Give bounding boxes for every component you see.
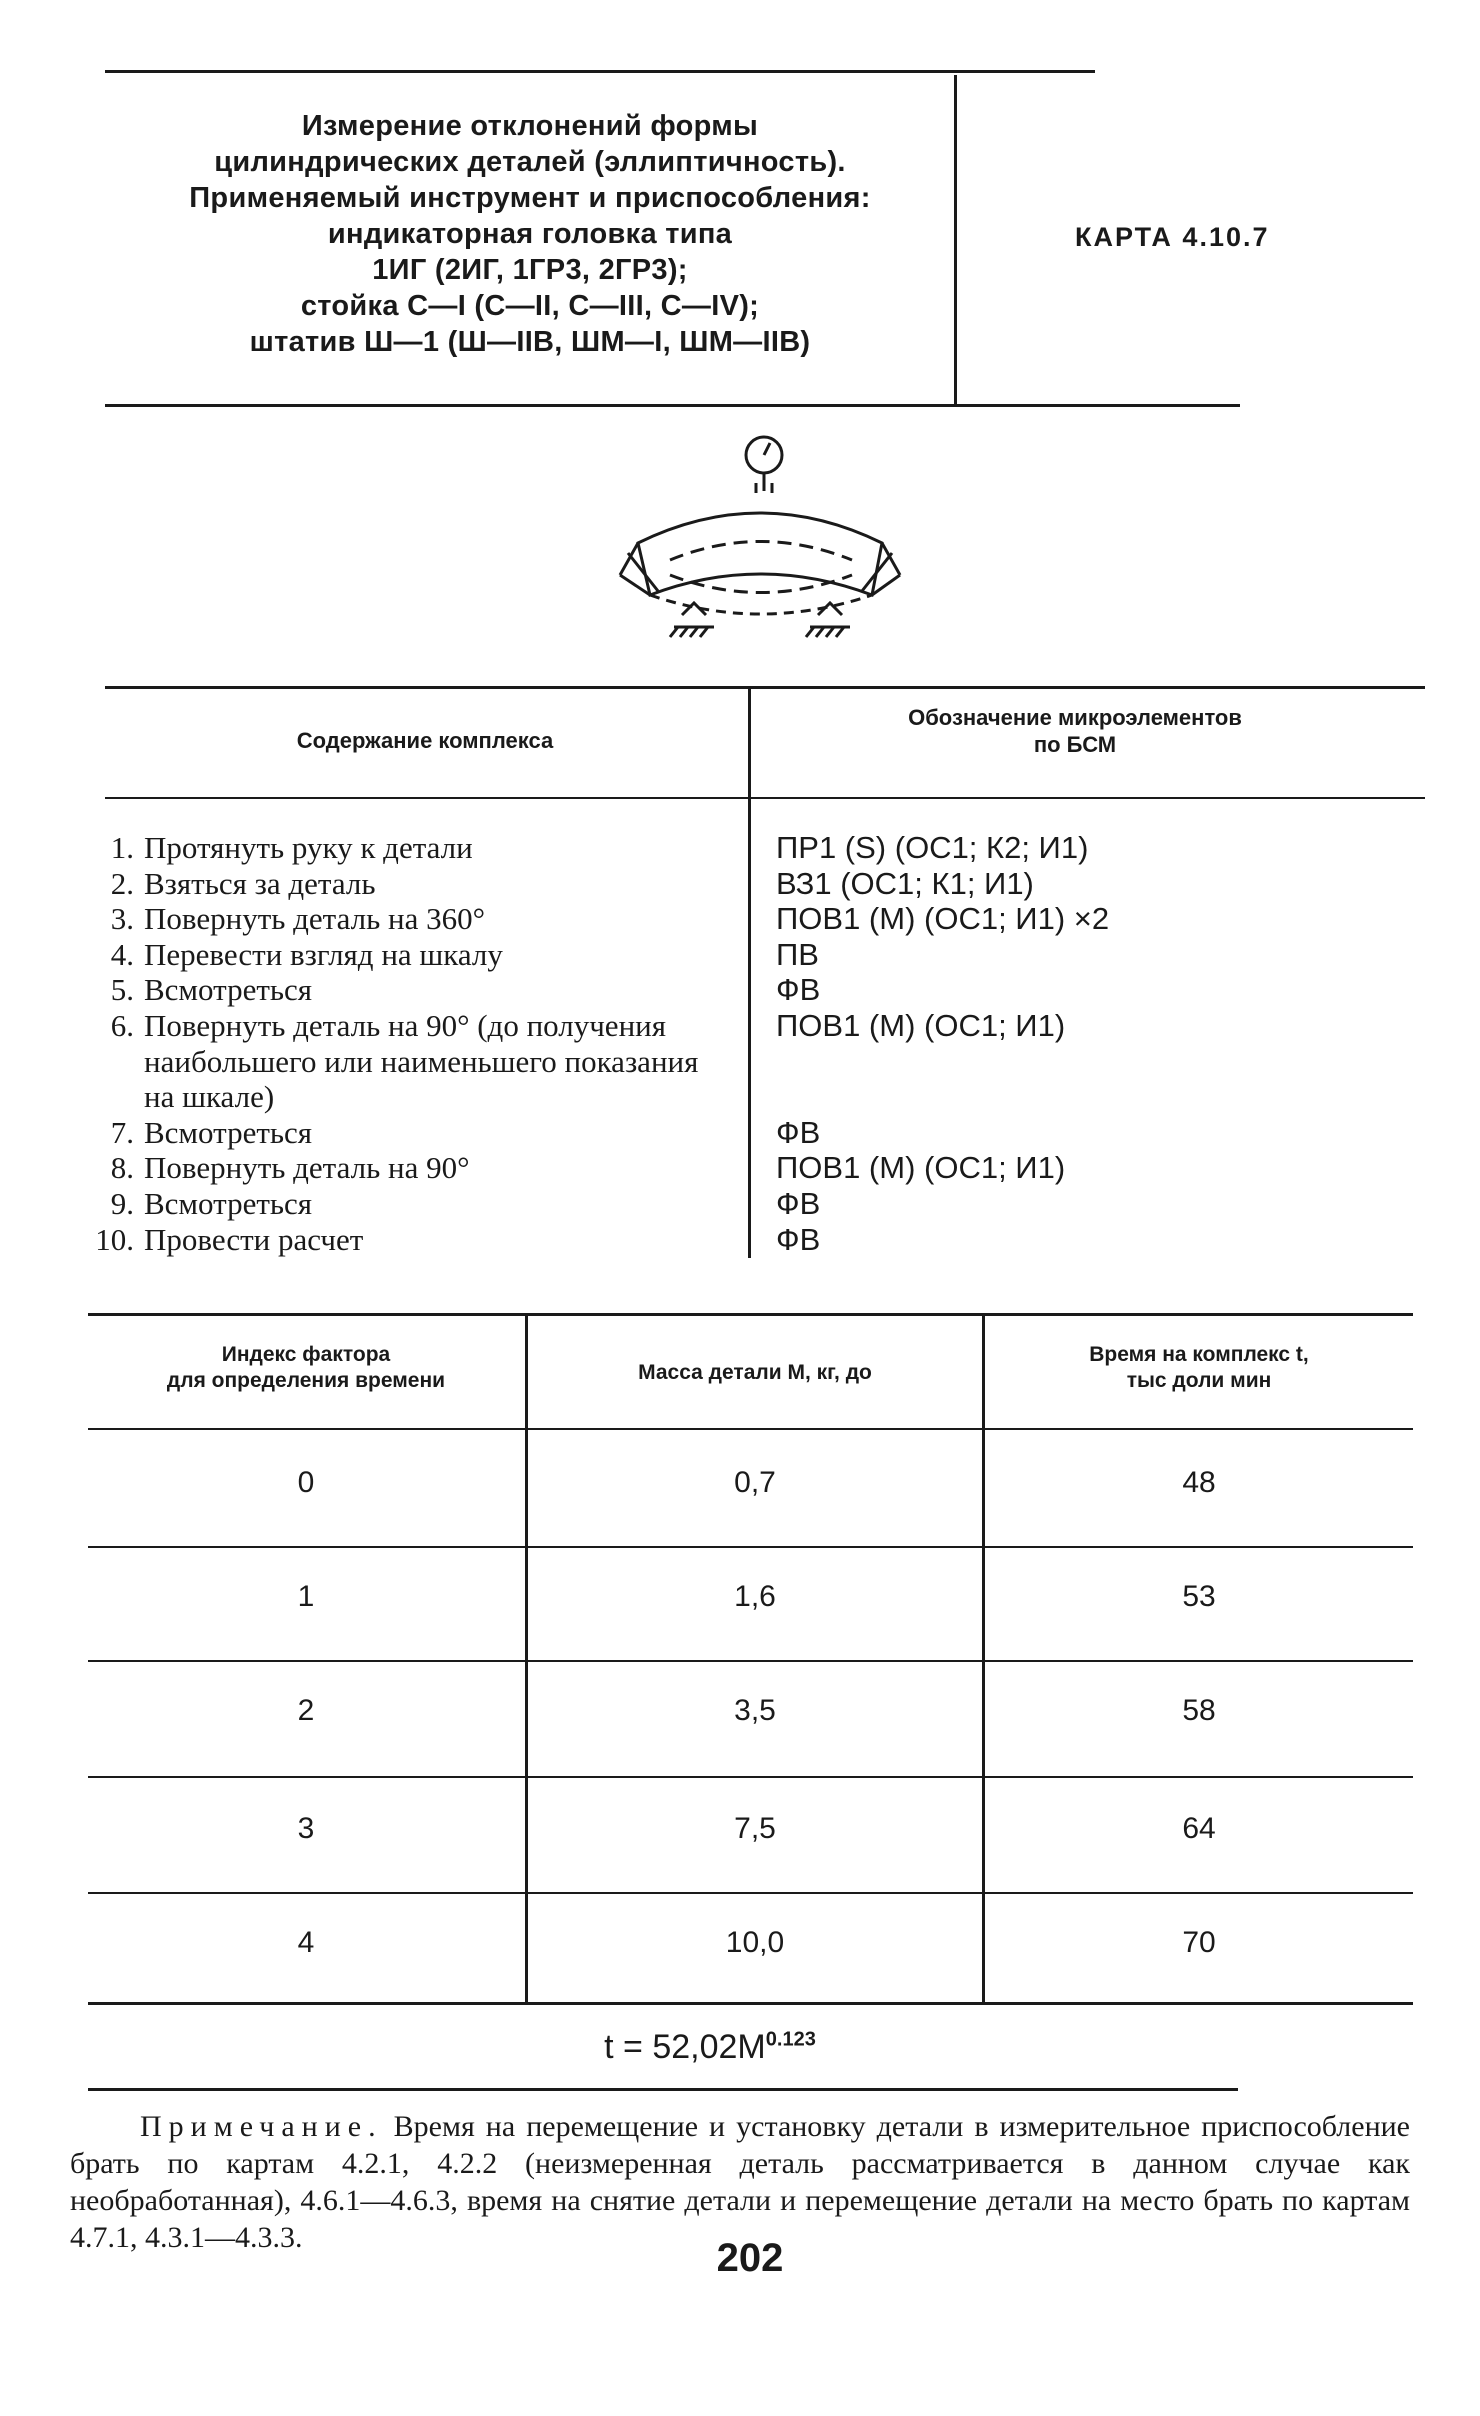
step-text: Перевести взгляд на шкалу: [144, 936, 503, 972]
step-number: 1.: [110, 830, 134, 865]
step-code: ПР1 (S) (ОС1; К2; И1): [776, 830, 1089, 865]
step-number: 6.: [110, 1007, 134, 1043]
step-number: 2.: [110, 865, 134, 901]
step-text: Взяться за деталь: [144, 865, 376, 901]
factor-row-rule: [88, 1776, 1413, 1778]
step-item: [82, 1115, 732, 1151]
step-code: ФВ: [776, 1114, 821, 1150]
col-header-time: [985, 1342, 1413, 1394]
factor-row-rule: [88, 1660, 1413, 1662]
measurement-diagram: [610, 425, 910, 655]
cell-index: 3: [297, 1812, 315, 1845]
cell-mass: 3,5: [734, 1694, 776, 1727]
support-left-icon: [674, 603, 714, 627]
procedure-top-rule: [105, 686, 1425, 689]
step-text: Протянуть руку к детали: [144, 830, 473, 865]
step-text: Повернуть деталь на 90°: [144, 1150, 470, 1186]
cell-mass: 0,7: [734, 1466, 776, 1499]
cell-mass: 10,0: [725, 1926, 785, 1959]
card-number: КАРТА 4.10.7: [1075, 222, 1270, 252]
formula-bottom-rule: [88, 2088, 1238, 2091]
title-line: индикаторная головка типа: [327, 218, 733, 250]
step-number: 8.: [110, 1150, 134, 1186]
step-code: ПВ: [776, 936, 819, 972]
header-top-rule: [105, 70, 1095, 73]
col-header-index-line: Индекс фактора: [221, 1343, 391, 1366]
formula-exponent: 0.123: [765, 2028, 816, 2051]
step-text: Всмотреться: [144, 1185, 313, 1221]
step-text: Провести расчет: [144, 1221, 364, 1257]
col-header-codes: [760, 704, 1390, 758]
step-number: 5.: [110, 972, 134, 1008]
factor-header-rule: [88, 1428, 1413, 1430]
cell-time: 53: [1182, 1580, 1216, 1613]
step-item: [82, 1186, 732, 1222]
procedure-header-rule: [105, 797, 1425, 799]
step-number: 3.: [110, 901, 134, 937]
title-line: штатив Ш—1 (Ш—IIВ, ШМ—I, ШМ—IIВ): [249, 326, 811, 358]
col-header-index-line: для определения времени: [166, 1369, 446, 1392]
factor-bottom-rule: [88, 2002, 1413, 2005]
cell-mass: 7,5: [734, 1812, 776, 1845]
cell-index: 2: [297, 1694, 315, 1727]
title-line: Измерение отклонений формы: [301, 110, 759, 142]
time-formula: [500, 2028, 920, 2067]
formula-base: t = 52,02M: [604, 2028, 766, 2066]
step-list: [82, 830, 732, 1257]
cell-time: 64: [1182, 1812, 1216, 1845]
cell-time: 48: [1182, 1466, 1216, 1499]
step-code: ПОВ1 (М) (ОС1; И1): [776, 1007, 1066, 1043]
cell-index: 0: [297, 1466, 315, 1499]
cell-time: 58: [1182, 1694, 1216, 1727]
step-text: Повернуть деталь на 360°: [144, 901, 485, 937]
title-line: стойка С—I (С—II, С—III, С—IV);: [300, 290, 760, 322]
step-code: ПОВ1 (М) (ОС1; И1) ×2: [776, 901, 1110, 937]
note-head: Примечание.: [140, 2110, 383, 2143]
step-item: [82, 972, 732, 1008]
step-number: 4.: [110, 936, 134, 972]
factor-row-rule: [88, 1892, 1413, 1894]
factor-row-rule: [88, 1546, 1413, 1548]
note-text: Время на перемещение и установку детали в измерительное приспособление брать по картам 4.2.1, 4.2.2 (неизмеренная деталь рассматривается в данном случае как необработанная), 4.6.1—4.6.3, время на снятие детали и перемещение детали на место брать по картам 4.7.1, 4.3.1—4.3.3.: [70, 2110, 1411, 2254]
step-code: ФВ: [776, 1221, 821, 1257]
step-item: [82, 1222, 732, 1258]
title-line: 1ИГ (2ИГ, 1ГР3, 2ГР3);: [372, 254, 688, 286]
step-item: [82, 1150, 732, 1186]
step-number: 9.: [110, 1185, 134, 1221]
code-list: [776, 830, 1396, 1257]
step-code: ФВ: [776, 1185, 821, 1221]
cell-mass: 1,6: [734, 1580, 776, 1613]
support-right-icon: [810, 603, 850, 627]
step-text: Всмотреться: [144, 972, 313, 1008]
part-outline: [638, 513, 882, 595]
step-number: 10.: [95, 1221, 134, 1257]
col-header-index: [88, 1342, 524, 1394]
title-line: Применяемый инструмент и приспособления:: [189, 182, 871, 214]
col-header-content: Содержание комплекса: [296, 728, 554, 753]
step-code: ВЗ1 (ОС1; К1; И1): [776, 865, 1034, 901]
step-item: [82, 937, 732, 973]
step-code: ФВ: [776, 972, 821, 1008]
header-divider: [954, 75, 957, 405]
step-code: ПОВ1 (М) (ОС1; И1): [776, 1150, 1066, 1186]
step-item: [82, 866, 732, 902]
cell-index: 1: [297, 1580, 315, 1613]
factor-divider: [525, 1316, 528, 2004]
cell-index: 4: [297, 1926, 315, 1959]
procedure-divider: [748, 688, 751, 1258]
header-bottom-rule: [105, 404, 1240, 407]
col-header-mass: Масса детали М, кг, до: [638, 1361, 872, 1384]
step-item: [82, 901, 732, 937]
col-header-codes-line: Обозначение микроэлементов: [908, 705, 1242, 730]
card-title: [110, 108, 950, 360]
step-text: Повернуть деталь на 90° (до получения наибольшего или наименьшего показания на шкале): [144, 1007, 699, 1115]
note-paragraph: [70, 2108, 1410, 2256]
factor-divider: [982, 1316, 985, 2004]
step-item: [82, 1008, 732, 1115]
step-code-spacer: [776, 1044, 1396, 1080]
step-item: [82, 830, 732, 866]
step-text: Всмотреться: [144, 1114, 313, 1150]
col-header-time-line: Время на комплекс t,: [1089, 1343, 1309, 1366]
col-header-codes-line: по БСМ: [1033, 732, 1117, 757]
page-number: 202: [716, 2236, 784, 2280]
step-code-spacer: [776, 1079, 1396, 1115]
cell-time: 70: [1182, 1926, 1216, 1959]
col-header-time-line: тыс доли мин: [1126, 1369, 1272, 1392]
factor-top-rule: [88, 1313, 1413, 1316]
step-number: 7.: [110, 1114, 134, 1150]
title-line: цилиндрических деталей (эллиптичность).: [214, 146, 846, 178]
